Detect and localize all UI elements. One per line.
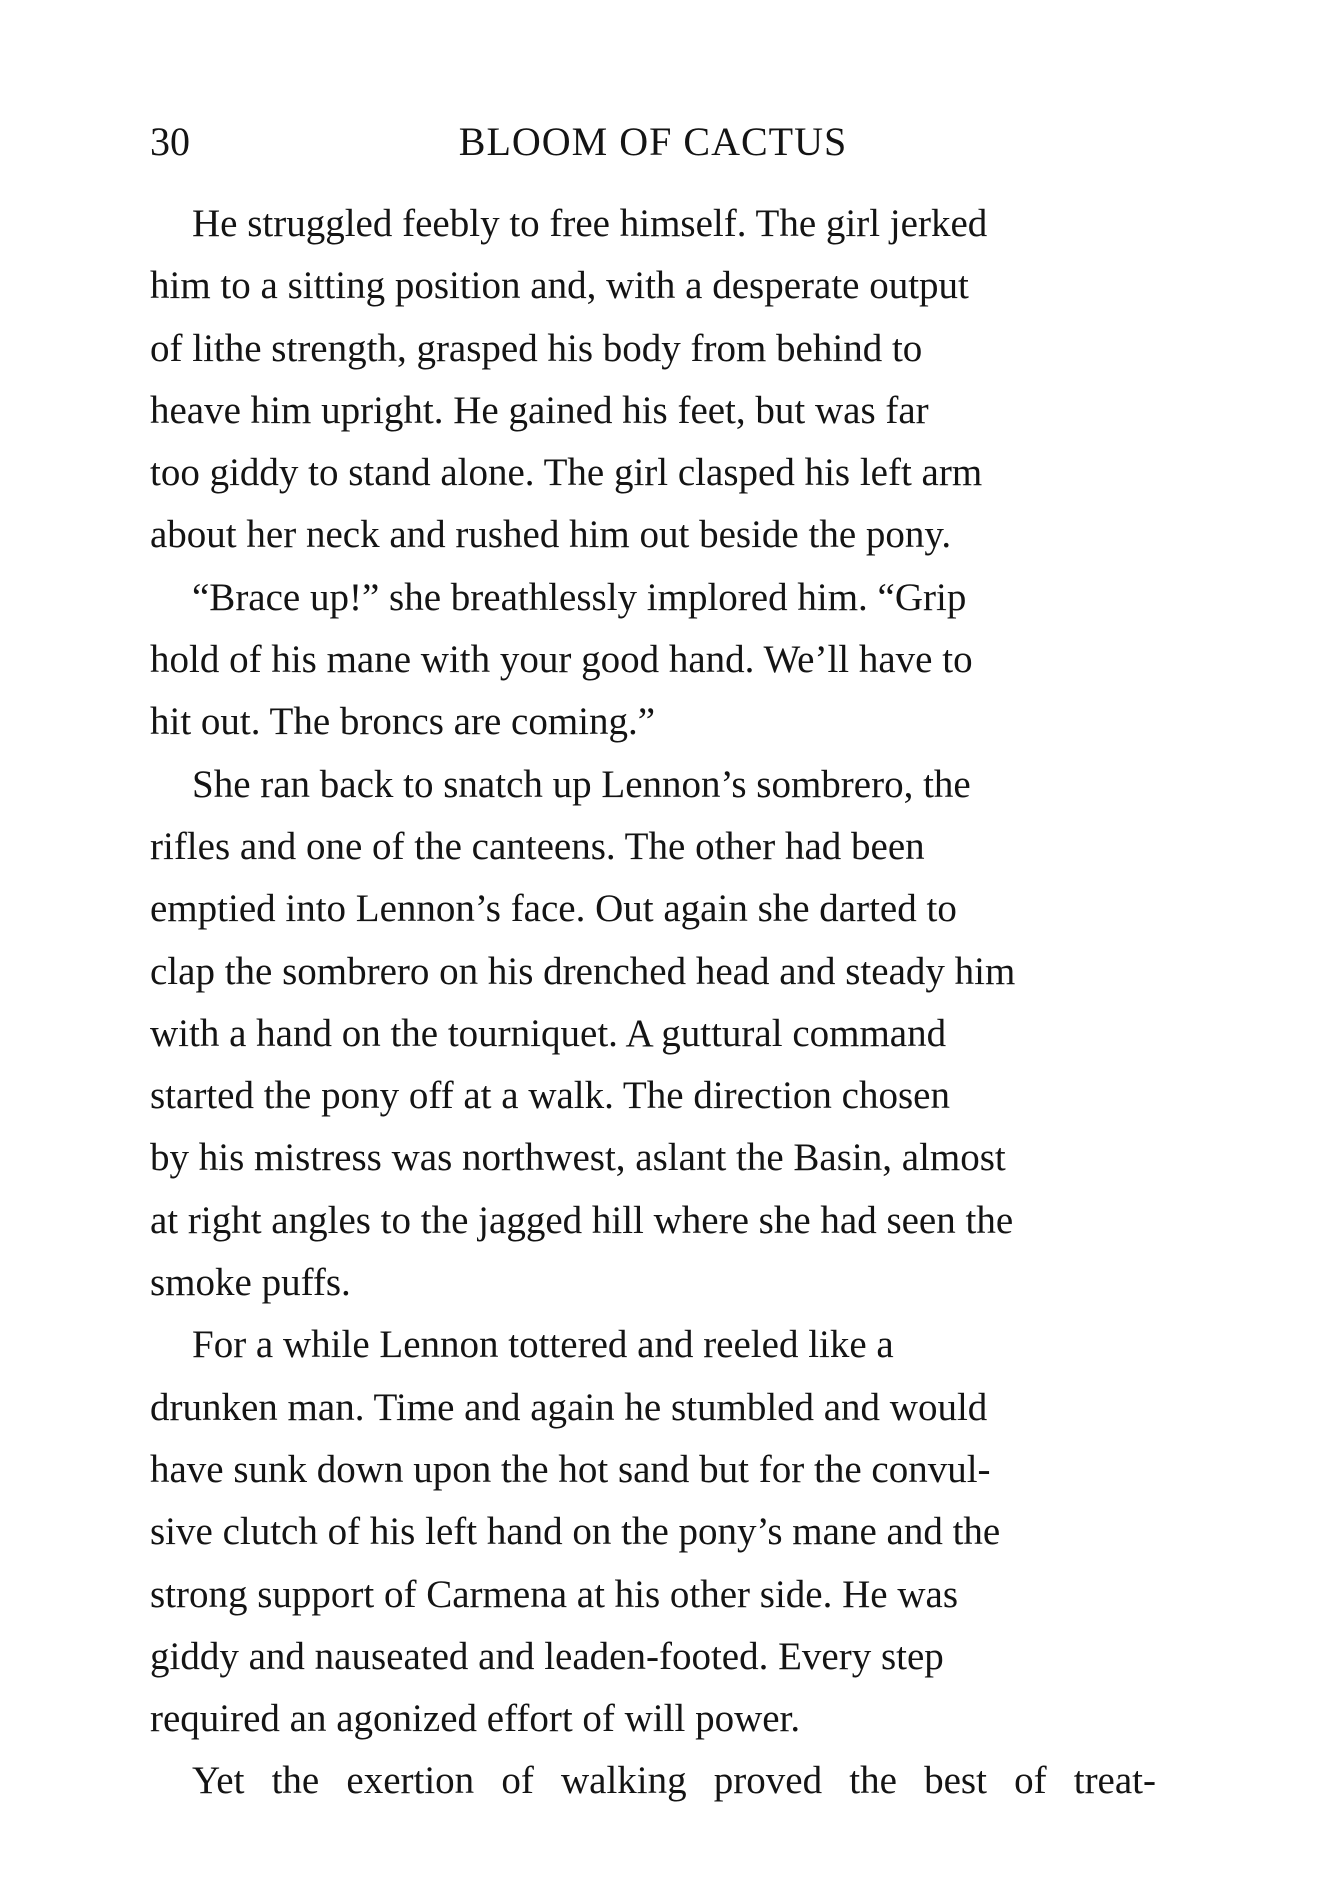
text-line: required an agonized effort of will power. (150, 1697, 801, 1741)
text-line: with a hand on the tourniquet. A guttural command (150, 1011, 947, 1055)
text-line: rifles and one of the canteens. The other had been (150, 824, 925, 868)
text-line: drunken man. Time and again he stumbled and would (150, 1385, 988, 1429)
text-line: hold of his mane with your good hand. We’ll have to (150, 638, 973, 682)
text-line: too giddy to stand alone. The girl clasped his left arm (150, 451, 983, 495)
text-line: clap the sombrero on his drenched head and steady him (150, 949, 1016, 993)
text-line: started the pony off at a walk. The direction chosen (150, 1074, 950, 1118)
text-line: She ran back to snatch up Lennon’s sombrero, the (192, 762, 971, 806)
paragraph (150, 193, 1156, 567)
body-text (150, 193, 1156, 1813)
paragraph (150, 567, 1156, 754)
text-line: have sunk down upon the hot sand but for the convul- (150, 1447, 991, 1491)
text-line: giddy and nauseated and leaden-footed. Every step (150, 1634, 944, 1678)
text-line: about her neck and rushed him out beside the pony. (150, 513, 952, 557)
page-number: 30 (150, 119, 190, 164)
running-head (150, 112, 1156, 172)
paragraph (150, 1314, 1156, 1750)
text-line: him to a sitting position and, with a desperate output (150, 264, 969, 308)
text-line: of lithe strength, grasped his body from behind to (150, 326, 923, 370)
text-line: He struggled feebly to free himself. The girl jerked (192, 202, 988, 245)
text-line: strong support of Carmena at his other side. He was (150, 1572, 958, 1616)
text-line: by his mistress was northwest, aslant the Basin, almost (150, 1136, 1006, 1180)
paragraph (150, 754, 1156, 1315)
text-line: heave him upright. He gained his feet, but was far (150, 388, 929, 432)
text-line: hit out. The broncs are coming.” (150, 700, 656, 744)
text-line: emptied into Lennon’s face. Out again she darted to (150, 887, 957, 931)
text-line: smoke puffs. (150, 1261, 351, 1305)
text-line: “Brace up!” she breathlessly implored him. “Grip (192, 575, 967, 619)
text-line: Yet the exertion of walking proved the best of treat- (192, 1759, 1156, 1803)
book-title: BLOOM OF CACTUS (458, 119, 848, 164)
text-line: sive clutch of his left hand on the pony’s mane and the (150, 1510, 1001, 1554)
paragraph (150, 1750, 1156, 1812)
text-line: For a while Lennon tottered and reeled like a (192, 1323, 894, 1367)
text-line: at right angles to the jagged hill where she had seen the (150, 1198, 1014, 1242)
